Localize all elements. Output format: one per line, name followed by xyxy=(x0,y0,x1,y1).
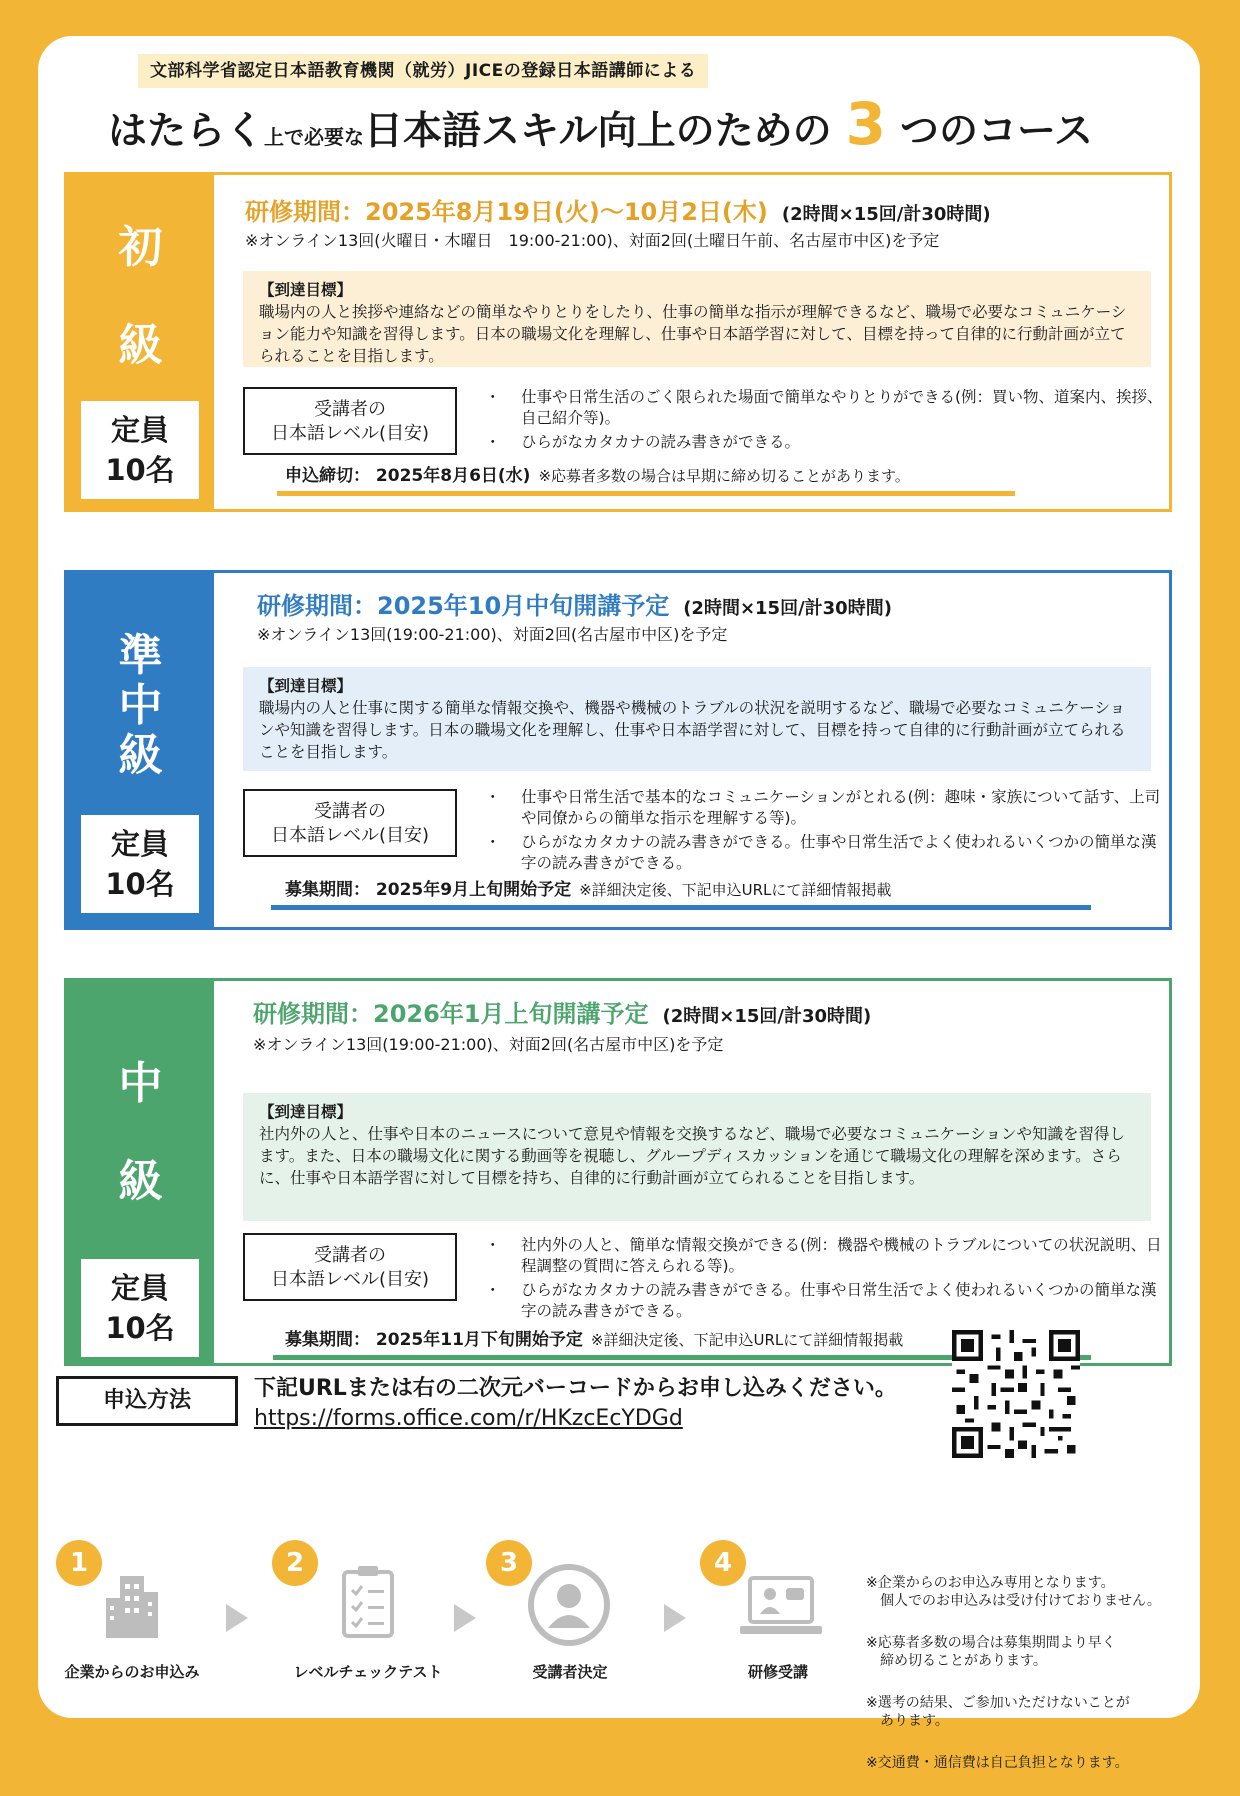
laptop-icon xyxy=(740,1576,822,1638)
period-text: 研修期間：2025年8月19日(火)～10月2日(木) xyxy=(245,198,768,226)
requirement-item: ・ 社内外の人と、簡単な情報交換ができる(例：機器や機械のトラブルについての状況説明、日程調整の質問に答えられる等)。 xyxy=(483,1235,1163,1277)
capacity-value: 10名 xyxy=(105,1311,175,1345)
deadline-value: 2025年9月上旬開始予定 xyxy=(375,880,572,900)
requirement-item: ・ 仕事や日常生活のごく限られた場面で簡単なやりとりができる(例：買い物、道案内、挨拶、自己紹介等)。 xyxy=(483,387,1163,429)
deadline-label: 募集期間： xyxy=(285,1330,370,1350)
capacity-label: 定員 xyxy=(110,413,169,447)
goal-text: 職場内の人と仕事に関する簡単な情報交換や、機器や機械のトラブルの状況を説明するなど、職場で必要なコミュニケーションや知識を習得します。日本の職場文化を理解し、仕事や日本語学習に対して、目標を持って自律的に行動計画が立てられることを目指します。 xyxy=(259,699,1126,761)
capacity-label: 定員 xyxy=(110,827,169,861)
step-label: 研修受講 xyxy=(747,1663,808,1681)
goal-heading: 【到達目標】 xyxy=(259,1103,353,1121)
course-intermediate xyxy=(64,978,1172,1366)
deadline-label: 申込締切： xyxy=(285,466,370,486)
course-period xyxy=(257,591,892,624)
requirement-list xyxy=(483,1235,1163,1325)
goal-box xyxy=(243,271,1151,367)
step-arrow-icon xyxy=(454,1604,476,1632)
goal-box xyxy=(243,1093,1151,1221)
course-schedule: ※オンライン13回(19:00-21:00)、対面2回(名古屋市中区)を予定 xyxy=(253,1035,724,1054)
level-box-line1: 受講者の xyxy=(314,1245,386,1266)
level-char: 中 xyxy=(118,1058,163,1109)
apply-method-label: 申込方法 xyxy=(56,1376,238,1426)
title-part1: はたらく xyxy=(108,109,265,154)
step-number: 2 xyxy=(272,1540,318,1586)
deadline-note: ※詳細決定後、下記申込URLにて詳細情報掲載 xyxy=(579,881,892,899)
title-part2: 日本語スキル向上のための xyxy=(364,109,832,154)
level-requirement-box xyxy=(243,1233,457,1301)
level-box-line2: 日本語レベル(目安) xyxy=(270,825,430,846)
course-level-band xyxy=(67,573,214,927)
course-level-band xyxy=(67,981,214,1363)
course-level-band xyxy=(67,175,214,509)
step-number: 1 xyxy=(56,1540,102,1586)
step-number: 4 xyxy=(700,1540,746,1586)
notes-list xyxy=(866,1556,1186,1796)
title-small: 上で必要な xyxy=(264,125,365,149)
header-subtitle: 文部科学省認定日本語教育機関（就労）JICEの登録日本語講師による xyxy=(138,54,708,88)
clipboard-icon xyxy=(340,1564,396,1640)
goal-text: 社内外の人と、仕事や日本のニュースについて意見や情報を交換するなど、職場で必要なコミュニケーションや知識を習得します。また、日本の職場文化に関する動画等を視聴し、グループディスカッションを通じて職場文化の理解を深めます。さらに、仕事や日本語学習に対して目標を持ち、自律的に行動計画が立てられることを目指します。 xyxy=(259,1125,1125,1187)
goal-box xyxy=(243,667,1151,771)
deadline-label: 募集期間： xyxy=(285,880,370,900)
qr-code[interactable] xyxy=(952,1330,1080,1458)
period-text: 研修期間：2026年1月上旬開講予定 xyxy=(253,1000,649,1028)
deadline-note: ※応募者多数の場合は早期に締め切ることがあります。 xyxy=(538,467,910,485)
level-requirement-box xyxy=(243,387,457,455)
requirement-item: ・ ひらがなカタカナの読み書きができる。仕事や日常生活でよく使われるいくつかの簡単な漢字の読み書きができる。 xyxy=(483,1280,1163,1322)
level-box-line2: 日本語レベル(目安) xyxy=(270,423,430,444)
goal-heading: 【到達目標】 xyxy=(259,281,353,299)
course-pre-intermediate xyxy=(64,570,1172,930)
deadline-underline xyxy=(271,905,1091,910)
level-box-line1: 受講者の xyxy=(314,801,386,822)
requirement-item: ・ ひらがなカタカナの読み書きができる。仕事や日常生活でよく使われるいくつかの簡単な漢字の読み書きができる。 xyxy=(483,832,1163,874)
level-requirement-box xyxy=(243,789,457,857)
capacity-label: 定員 xyxy=(110,1271,169,1305)
building-icon xyxy=(102,1572,162,1638)
course-schedule: ※オンライン13回(火曜日・木曜日 19:00-21:00)、対面2回(土曜日午前、名古屋市中区)を予定 xyxy=(245,231,940,250)
course-deadline xyxy=(285,877,891,903)
step-label: レベルチェックテスト xyxy=(293,1663,443,1681)
goal-heading: 【到達目標】 xyxy=(259,677,353,695)
capacity-value: 10名 xyxy=(105,867,175,901)
title-number: 3 xyxy=(845,90,886,158)
capacity-box xyxy=(81,401,199,499)
requirement-list xyxy=(483,387,1163,456)
flyer-sheet xyxy=(38,36,1200,1771)
page-title xyxy=(108,92,1138,156)
title-part3: つのコース xyxy=(900,109,1094,154)
requirement-list xyxy=(483,787,1163,877)
level-char: 級 xyxy=(118,1156,163,1207)
level-char: 準 xyxy=(118,630,163,681)
deadline-value: 2025年8月6日(水) xyxy=(375,466,531,486)
apply-url-link[interactable]: https://forms.office.com/r/HKzcEcYDGd xyxy=(254,1406,683,1431)
level-char: 級 xyxy=(118,730,163,781)
course-period xyxy=(245,197,991,230)
capacity-box xyxy=(81,1259,199,1357)
deadline-underline xyxy=(277,491,1015,496)
capacity-box xyxy=(81,815,199,913)
apply-instructions: 下記URLまたは右の二次元バーコードからお申し込みください。 xyxy=(254,1376,897,1401)
period-hours: (2時間×15回/計30時間) xyxy=(683,598,892,619)
capacity-value: 10名 xyxy=(105,453,175,487)
goal-text: 職場内の人と挨拶や連絡などの簡単なやりとりをしたり、仕事の簡単な指示が理解できるなど、職場で必要なコミュニケーション能力や知識を習得します。日本の職場文化を理解し、仕事や日本語学習に対して、目標を持って自律的に行動計画が立てられることを目指します。 xyxy=(259,303,1127,365)
requirement-item: ・ 仕事や日常生活で基本的なコミュニケーションがとれる(例：趣味・家族について話す、上司や同僚からの簡単な指示を理解する等)。 xyxy=(483,787,1163,829)
period-text: 研修期間：2025年10月中旬開講予定 xyxy=(257,592,670,620)
level-char: 中 xyxy=(118,680,163,731)
level-box-line1: 受講者の xyxy=(314,399,386,420)
level-char: 初 xyxy=(118,222,163,273)
person-icon xyxy=(526,1562,612,1648)
course-period xyxy=(253,999,871,1032)
step-label: 受講者決定 xyxy=(532,1663,608,1681)
period-hours: (2時間×15回/計30時間) xyxy=(781,204,991,225)
step-number: 3 xyxy=(486,1540,532,1586)
note-item: ※選考の結果、ご参加いただけないことが あります。 xyxy=(866,1695,1130,1729)
course-deadline xyxy=(285,1327,903,1353)
course-deadline xyxy=(285,463,910,489)
note-item: ※企業からのお申込み専用となります。 個人でのお申込みは受け付けておりません。 xyxy=(866,1575,1161,1609)
step-arrow-icon xyxy=(226,1604,248,1632)
step-arrow-icon xyxy=(664,1604,686,1632)
deadline-value: 2025年11月下旬開始予定 xyxy=(375,1330,583,1350)
note-item: ※応募者多数の場合は募集期間より早く 締め切ることがあります。 xyxy=(866,1635,1116,1669)
deadline-note: ※詳細決定後、下記申込URLにて詳細情報掲載 xyxy=(590,1331,904,1349)
level-char: 級 xyxy=(118,320,163,371)
note-item: ※交通費・通信費は自己負担となります。 xyxy=(866,1755,1129,1771)
course-schedule: ※オンライン13回(19:00-21:00)、対面2回(名古屋市中区)を予定 xyxy=(257,625,728,644)
level-box-line2: 日本語レベル(目安) xyxy=(270,1269,430,1290)
requirement-item: ・ ひらがなカタカナの読み書きができる。 xyxy=(483,432,1163,453)
course-beginner xyxy=(64,172,1172,512)
step-label: 企業からのお申込み xyxy=(64,1663,200,1681)
period-hours: (2時間×15回/計30時間) xyxy=(662,1006,872,1027)
